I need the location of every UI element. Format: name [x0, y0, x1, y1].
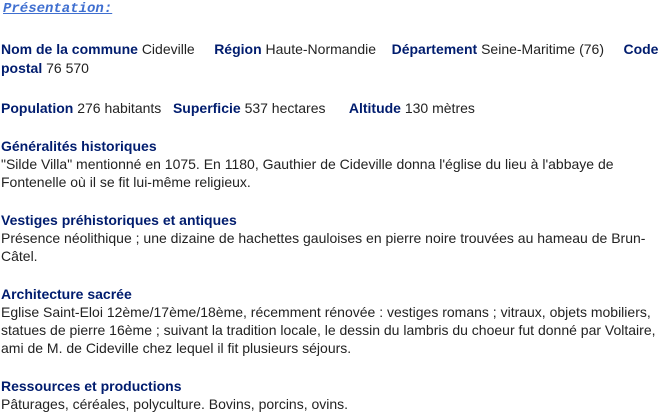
- section-title: Généralités historiques: [1, 138, 157, 154]
- section-title: Vestiges préhistoriques et antiques: [1, 212, 237, 228]
- region-value: Haute-Normandie: [265, 41, 377, 57]
- altitude-value: 130 mètres: [404, 100, 475, 116]
- altitude-label: Altitude: [348, 100, 401, 116]
- superficie-value: 537 hectares: [244, 100, 326, 116]
- postal-code-label: Code postal: [1, 41, 659, 76]
- section-body: Pâturages, céréales, polyculture. Bovins, porcins, ovins.: [1, 396, 349, 412]
- commune-value: Cideville: [141, 41, 195, 57]
- population-label: Population: [1, 100, 74, 116]
- section-prehistoric-remains: [1, 212, 665, 265]
- population-value: 276 habitants: [77, 100, 162, 116]
- statistics-info-row: [1, 99, 665, 118]
- superficie-label: Superficie: [172, 100, 241, 116]
- section-history: [1, 138, 665, 191]
- section-body: "Silde Villa" mentionné en 1075. En 1180, Gauthier de Cideville donna l'église du lieu à l'abbaye de Fontenelle où il se fit lui-même religieux.: [1, 156, 614, 190]
- section-sacred-architecture: [1, 286, 665, 357]
- section-body: Présence néolithique ; une dizaine de hachettes gauloises en pierre noire trouvées au hameau de Brun-Câtel.: [1, 230, 646, 264]
- section-title: Ressources et productions: [1, 378, 182, 394]
- section-resources: [1, 378, 665, 413]
- section-body: Eglise Saint-Eloi 12ème/17ème/18ème, récemment rénovée : vestiges romans ; vitraux, objets mobiliers, statues de pierre 16ème ; suivant la tradition locale, le dessin du lambris du choeur fut donné par Voltaire, ami de M. de Cideville chez lequel il fit plusieurs séjours.: [1, 304, 656, 356]
- departement-value: Seine-Maritime (76): [481, 41, 605, 57]
- commune-label: Nom de la commune: [1, 41, 138, 57]
- identity-info-row: [1, 40, 665, 78]
- section-title: Architecture sacrée: [1, 286, 132, 302]
- departement-label: Département: [391, 41, 478, 57]
- region-label: Région: [214, 41, 262, 57]
- postal-code-value: 76 570: [46, 60, 89, 76]
- presentation-heading: Présentation:: [3, 1, 113, 17]
